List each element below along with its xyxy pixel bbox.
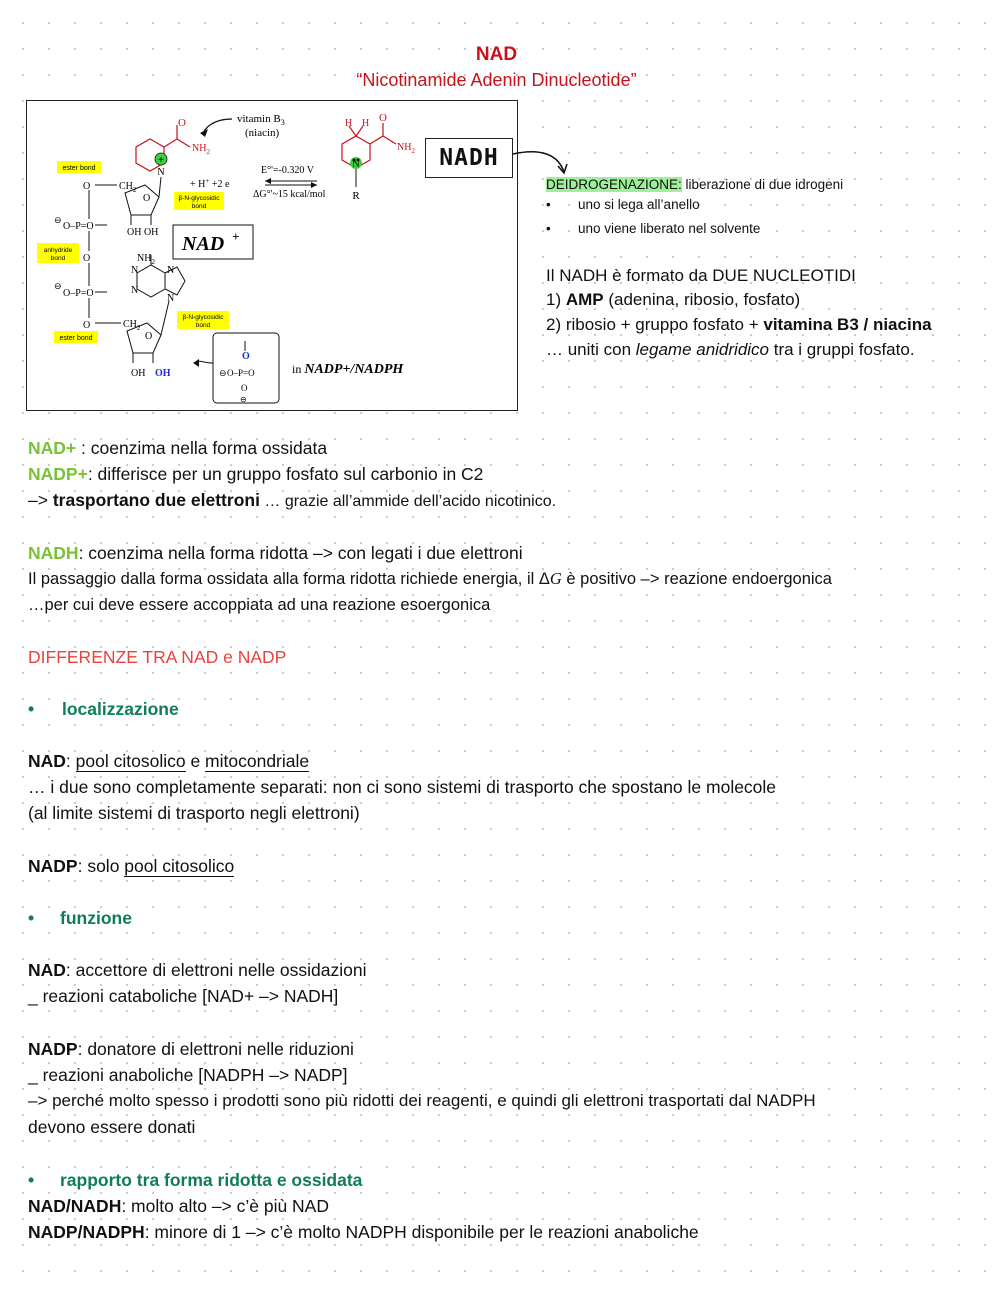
page-title: NAD [475, 44, 518, 65]
svg-text:anhydride: anhydride [43, 247, 73, 254]
svg-text:O–P=O: O–P=O [227, 368, 255, 378]
nadplus-line: NAD+ : coenzima nella forma ossidata [28, 438, 328, 458]
svg-text:β-N-glycosidic: β-N-glycosidic [178, 195, 220, 202]
svg-text:CH2: $CH_2$ [119, 181, 137, 194]
svg-text:O–P=O: O–P=O [63, 221, 94, 232]
svg-text:bond: bond [50, 255, 66, 262]
svg-text:+: + [157, 154, 165, 166]
nadh-line: NADH: coenzima nella forma ridotta –> con legati i due elettroni [28, 543, 523, 563]
nadh-tag: NADH [425, 138, 513, 178]
svg-text:H: H [362, 118, 370, 129]
accoppiata-line: …per cui deve essere accoppiata ad una reazione esoergonica [28, 596, 491, 614]
svg-text:⊖: ⊖ [240, 395, 247, 404]
svg-text:OH: OH [155, 368, 171, 379]
perche-line-1: –> perché molto spesso i prodotti sono più ridotti dei reagenti, e quindi gli elettroni trasportati dal NADPH [28, 1091, 816, 1110]
nadp-funzione-line: NADP: donatore di elettroni nelle riduzioni [28, 1039, 354, 1059]
svg-text:O: O [242, 351, 250, 362]
ratio-nad-line: NAD/NADH: molto alto –> c’è più NAD [28, 1196, 329, 1216]
section-rapporto: • rapporto tra forma ridotta e ossidata [28, 1170, 363, 1190]
svg-text:O: O [143, 193, 151, 204]
svg-text:N: N [131, 285, 139, 296]
svg-text:O: O [241, 383, 248, 393]
nucleotide-2: 2) ribosio + gruppo fosfato + vitamina B3 / niacina [546, 315, 932, 334]
svg-text:O: O [83, 181, 91, 192]
deidrogenazione-text: liberazione di due idrogeni [681, 177, 844, 192]
svg-text:β-N-glycosidic: β-N-glycosidic [182, 314, 224, 321]
svg-text:⊖: ⊖ [219, 368, 227, 378]
svg-text:NH2: $NH_2$ [397, 142, 415, 155]
svg-text:N: N [167, 265, 175, 276]
svg-text:O: O [178, 117, 186, 129]
svg-text:O: O [83, 253, 91, 264]
nh2-amide: $NH_2$ [192, 143, 210, 156]
svg-text:O: O [379, 112, 387, 124]
svg-text:N: N [167, 293, 175, 304]
svg-text:O: O [145, 331, 153, 342]
svg-text:NH2: $NH_2$ [137, 253, 155, 266]
svg-text:OH OH: OH OH [127, 227, 159, 238]
svg-text:ester bond: ester bond [59, 335, 93, 342]
nucleotide-link: … uniti con legame anidridico tra i gruppi fosfato. [546, 340, 915, 359]
nadp-pool-line: NADP: solo pool citosolico [28, 856, 235, 876]
ratio-nadp-line: NADP/NADPH: minore di 1 –> c’è molto NADPH disponibile per le reazioni anaboliche [28, 1222, 699, 1242]
svg-text:N: N [131, 265, 139, 276]
svg-text:N: N [157, 167, 165, 178]
separati-line: … i due sono completamente separati: non ci sono sistemi di trasporto che spostano le molecole [28, 777, 777, 797]
svg-text:E°'=-0.320 V: E°'=-0.320 V [261, 165, 314, 176]
svg-text:O–P=O: O–P=O [63, 288, 94, 299]
svg-text:bond: bond [191, 203, 207, 210]
svg-text:(niacin): (niacin) [245, 127, 280, 139]
svg-text:N: N [352, 159, 360, 170]
svg-text:CH2: $CH_2$ [123, 319, 141, 332]
page-subtitle: “Nicotinamide Adenin Dinucleotide” [356, 70, 637, 90]
nadpplus-line: NADP+: differisce per un gruppo fosfato sul carbonio in C2 [28, 464, 484, 484]
list-item: • uno si lega all’anello [546, 197, 700, 212]
section-localizzazione: • localizzazione [28, 699, 179, 719]
nad-cataboliche-line: _ reazioni cataboliche [NAD+ –> NADH] [28, 986, 339, 1006]
svg-text:vitamin B3: vitamin $B_3$ [237, 113, 285, 127]
svg-text:+: + [232, 229, 240, 244]
svg-text:ester bond: ester bond [62, 165, 96, 172]
svg-text:in NADP+/NADPH: in NADP+/NADPH [292, 362, 404, 377]
svg-text:ΔG°'~15 kcal/mol: ΔG°'~15 kcal/mol [253, 189, 326, 200]
svg-text:O: O [83, 320, 91, 331]
nad-funzione-line: NAD: accettore di elettroni nelle ossidazioni [28, 960, 367, 980]
list-item: • uno viene liberato nel solvente [546, 221, 761, 236]
nucleotide-1: 1) AMP (adenina, ribosio, fosfato) [546, 290, 801, 309]
svg-text:NAD: NAD [182, 233, 225, 255]
svg-text:OH: OH [131, 368, 146, 379]
svg-text:⊖: ⊖ [54, 215, 62, 225]
svg-text:⊖: ⊖ [54, 281, 62, 291]
differenze-heading: DIFFERENZE TRA NAD e NADP [28, 647, 287, 667]
svg-text:R: R [352, 190, 360, 202]
nad-pool-line: NAD: pool citosolico e mitocondriale [28, 751, 310, 771]
deidrogenazione-label: DEIDROGENAZIONE: [546, 177, 682, 192]
section-funzione: • funzione [28, 908, 132, 928]
limite-line: (al limite sistemi di trasporto negli elettroni) [28, 803, 360, 823]
svg-text:+ H+ +2 e: + H+ +2 e [190, 177, 230, 190]
svg-text:H: H [345, 118, 353, 129]
deidrogenazione-line [546, 174, 843, 196]
passaggio-line: Il passaggio dalla forma ossidata alla forma ridotta richiede energia, il ΔG è positivo –> reazione endoergonica [28, 569, 832, 588]
perche-line-2: devono essere donati [28, 1117, 196, 1137]
svg-text:bond: bond [195, 322, 211, 329]
transport-line: –> trasportano due elettroni … grazie all’ammide dell’acido nicotinico. [28, 490, 557, 510]
nadp-anaboliche-line: _ reazioni anaboliche [NADPH –> NADP] [28, 1065, 348, 1085]
vitamin-arrow [203, 119, 232, 133]
nadh-intro: Il NADH è formato da DUE NUCLEOTIDI [546, 266, 856, 285]
